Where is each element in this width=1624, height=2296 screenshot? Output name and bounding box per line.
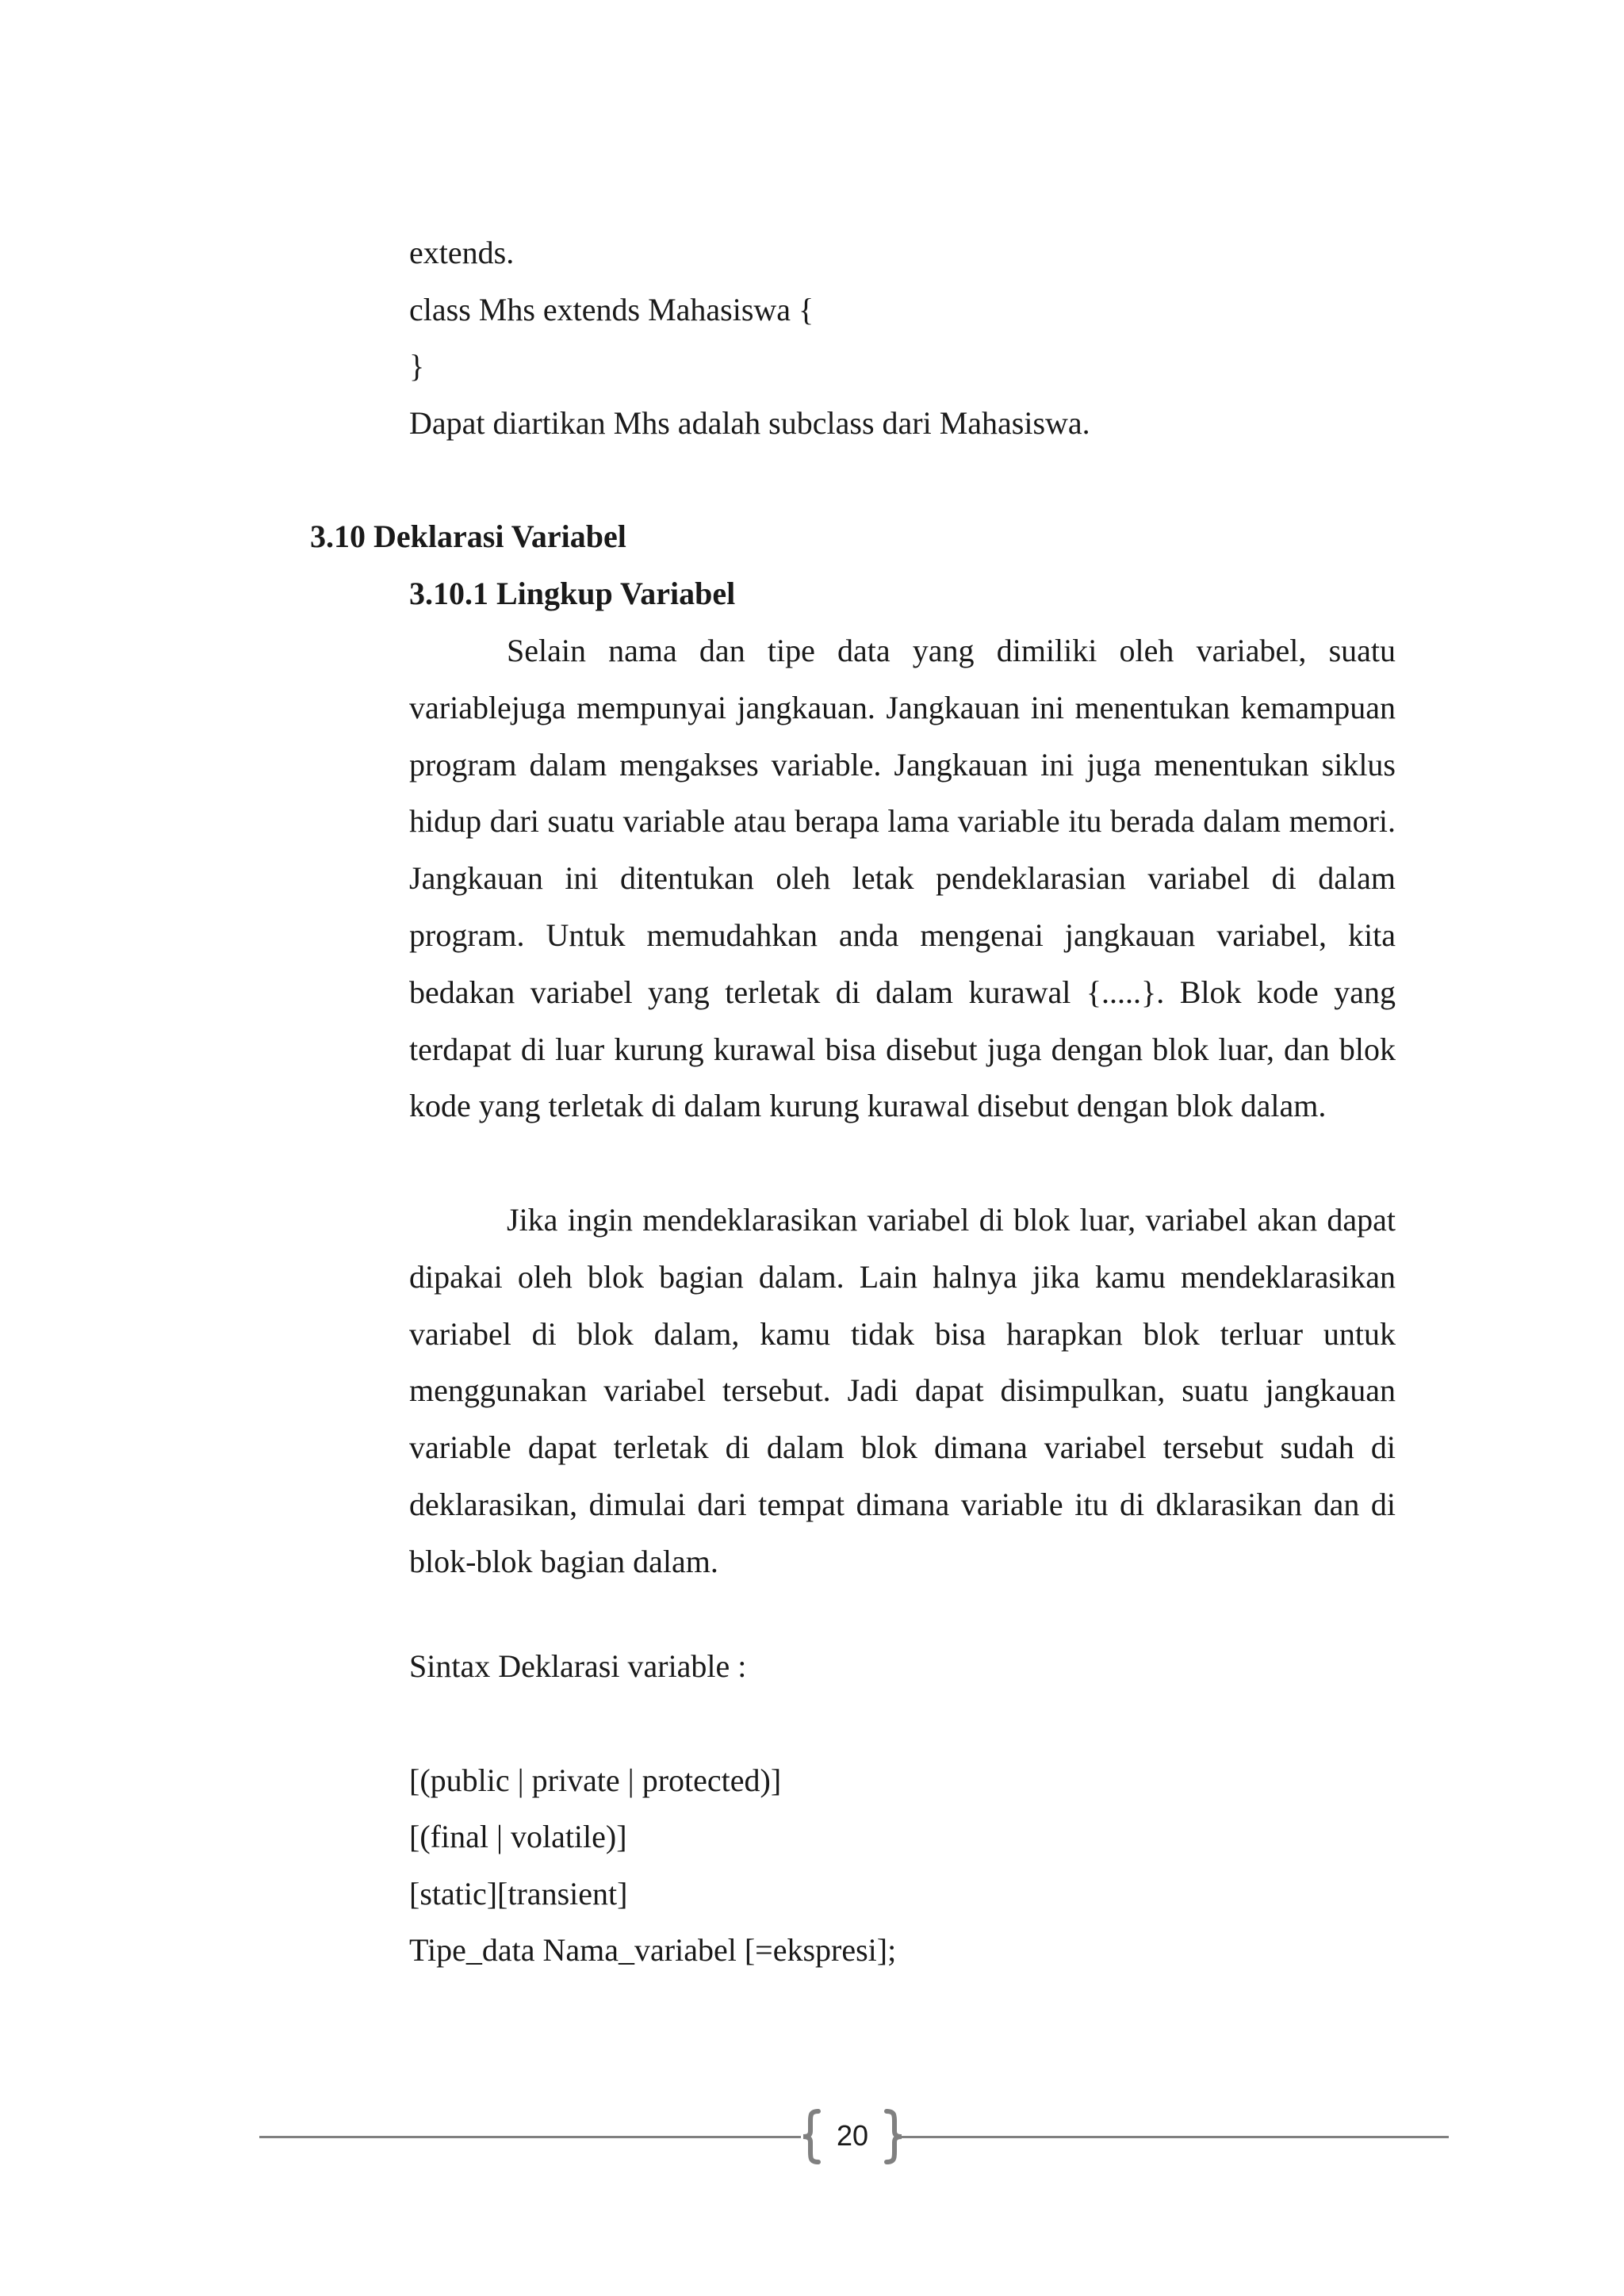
syntax-line-type-name: Tipe_data Nama_variabel [=ekspresi]; xyxy=(409,1932,897,1968)
syntax-line-access-modifier: [(public | private | protected)] xyxy=(409,1762,782,1798)
code-line-class-declaration: class Mhs extends Mahasiswa { xyxy=(409,292,814,327)
footer-rule-left xyxy=(259,2136,801,2138)
syntax-label: Sintax Deklarasi variable : xyxy=(409,1648,747,1684)
page-number-left-bracket-icon xyxy=(799,2109,823,2164)
code-line-closing-brace: } xyxy=(409,348,425,384)
section-heading: 3.10 Deklarasi Variabel xyxy=(310,519,626,554)
page-number: 20 xyxy=(836,2119,869,2152)
subsection-heading: 3.10.1 Lingkup Variabel xyxy=(409,576,736,611)
syntax-line-final-volatile: [(final | volatile)] xyxy=(409,1819,627,1854)
paragraph-scope-intro xyxy=(409,622,1396,1135)
page-number-right-bracket-icon xyxy=(882,2109,906,2164)
paragraph-scope-blocks xyxy=(409,1192,1396,1590)
syntax-line-static-transient: [static][transient] xyxy=(409,1876,628,1911)
paragraph-scope-blocks-text: Jika ingin mendeklarasikan variabel di blok luar, variabel akan dapat dipakai oleh blok bagian dalam. Lain halnya jika kamu mendeklarasikan variabel di blok dalam, kamu tidak bisa harapkan blok terluar untuk menggunakan variabel tersebut. Jadi dapat disimpulkan, suatu jangkauan variable dapat terletak di dalam blok dimana variabel tersebut sudah di deklarasikan, dimulai dari tempat dimana variable itu di dklarasikan dan di blok-blok bagian dalam. xyxy=(409,1202,1396,1579)
footer-rule-right xyxy=(902,2136,1449,2138)
text-line-subclass-explanation: Dapat diartikan Mhs adalah subclass dari Mahasiswa. xyxy=(409,405,1090,441)
paragraph-scope-intro-text: Selain nama dan tipe data yang dimiliki oleh variabel, suatu variablejuga mempunyai jangkauan. Jangkauan ini menentukan kemampuan program dalam mengakses variable. Jangkauan ini juga menentukan siklus hidup dari suatu variable atau berapa lama variable itu berada dalam memori. Jangkauan ini ditentukan oleh letak pendeklarasian variabel di dalam program. Untuk memudahkan anda mengenai jangkauan variabel, kita bedakan variabel yang terletak di dalam kurawal {.....}. Blok kode yang terdapat di luar kurung kurawal bisa disebut juga dengan blok luar, dan blok kode yang terletak di dalam kurung kurawal disebut dengan blok dalam. xyxy=(409,633,1396,1124)
text-line-extends: extends. xyxy=(409,235,515,270)
